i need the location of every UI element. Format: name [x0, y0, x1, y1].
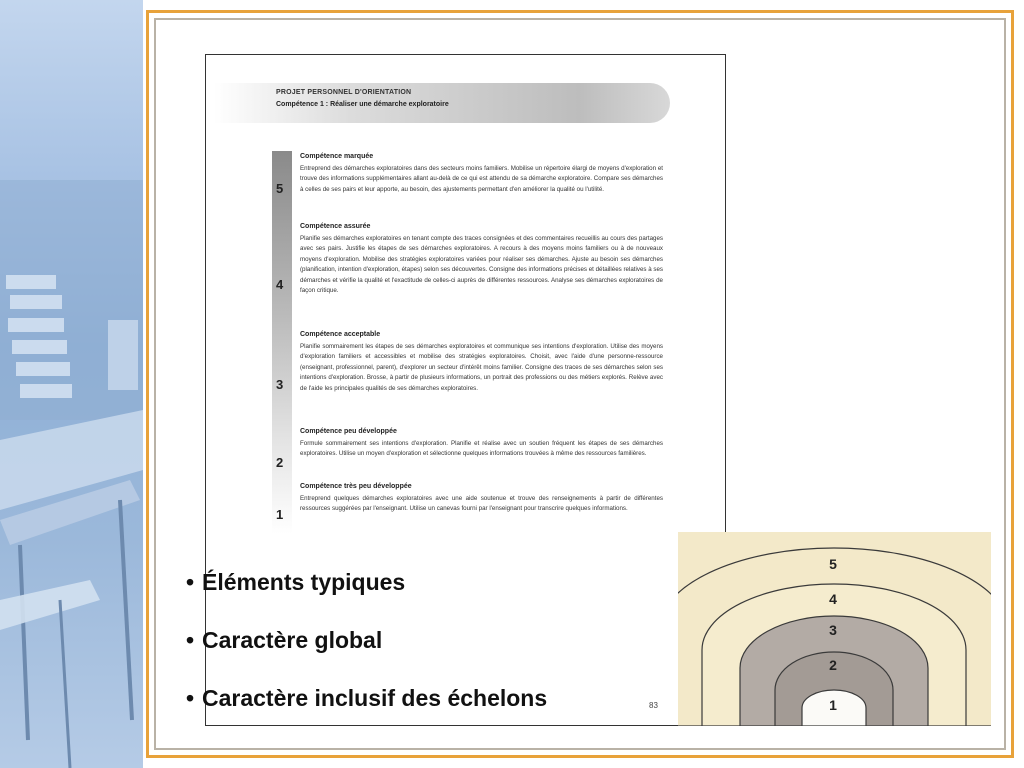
bullet-marker: • — [186, 569, 195, 595]
level-title: Compétence marquée — [300, 153, 374, 160]
ring-label: 3 — [829, 622, 837, 638]
level-number: 5 — [276, 181, 284, 196]
bullet-item — [186, 620, 656, 678]
level-number: 4 — [276, 277, 284, 292]
bullet-text: Caractère inclusif des échelons — [202, 685, 548, 711]
ring-label: 1 — [829, 697, 837, 713]
level-description: Entreprend quelques démarches exploratoires avec une aide soutenue et trouve des renseignements à partir de différentes ressources suggérées par l'enseignant. Utilise un canevas fourni par l'enseignant pour transcrire quelques informations. — [300, 495, 663, 513]
concentric-levels-diagram — [678, 532, 991, 726]
bullet-text: Éléments typiques — [202, 569, 406, 595]
ring-label: 2 — [829, 657, 837, 673]
page-number: 83 — [649, 701, 658, 710]
level-block — [300, 223, 663, 296]
level-number: 2 — [276, 455, 284, 470]
level-title: Compétence peu développée — [300, 428, 397, 435]
classroom-image — [0, 0, 143, 768]
level-description: Planifie sommairement les étapes de ses démarches exploratoires et communique ses intentions d'exploration. Utilise des moyens d'exploration familiers et accessibles et mobilise des stratégies exploratoires. Choisit, avec l'aide d'une personne-ressource (enseignant, professionnel, parent), d'explorer un secteur d'intérêt moins familier. Consigne des traces de ses démarches selon ses intentions d'exploration. Brosse, à partir de plusieurs informations, un portrait des professions ou des métiers explorés. Relève avec de l'aide les principales qualités de ses démarches exploratoires. — [300, 343, 663, 392]
level-block — [300, 483, 663, 515]
sidebar-decorative-photo — [0, 0, 143, 768]
document-header — [214, 83, 670, 123]
level-title: Compétence acceptable — [300, 331, 381, 338]
bullet-item — [186, 562, 656, 620]
level-block — [300, 428, 663, 460]
bullet-marker: • — [186, 627, 195, 653]
level-description: Planifie ses démarches exploratoires en tenant compte des traces consignées et des commentaires recueillis au cours des partages avec ses pairs. Justifie les étapes de ses démarches exploratoires. A recours à des moyens moins familiers ou à de nouveaux moyens d'exploration. Mobilise des stratégies exploratoires variées pour réaliser ses démarches. Ajuste au besoin ses démarches (planification, intention d'exploration, étapes) selon ses découvertes. Consigne des informations précises et détaillées relatives à ses démarches et vérifie la qualité et l'exactitude de celles-ci auprès de différentes ressources. Analyse ses démarches exploratoires de façon critique. — [300, 235, 664, 295]
bullet-text: Caractère global — [202, 627, 383, 653]
level-number: 1 — [276, 507, 284, 522]
level-gradient-bar — [272, 151, 292, 534]
document-header-title: PROJET PERSONNEL D'ORIENTATION — [276, 89, 412, 96]
level-title: Compétence assurée — [300, 223, 371, 230]
rings-svg — [678, 532, 991, 726]
level-description: Entreprend des démarches exploratoires dans des secteurs moins familiers. Mobilise un répertoire élargi de moyens d'exploration et trouve des informations supplémentaires allant au-delà de ce qui est attendu de sa démarche exploratoire. Compare ses démarches à celles de ses pairs et leur apporte, au besoin, des ajustements permettant d'en améliorer la qualité ou l'utilité. — [300, 165, 663, 193]
level-description: Formule sommairement ses intentions d'exploration. Planifie et réalise avec un soutien fréquent les étapes de ses démarches exploratoires. Utilise un moyen d'exploration et sélectionne quelques informations trouvées à même des ressources familières. — [300, 440, 663, 458]
level-number: 3 — [276, 377, 284, 392]
bullet-marker: • — [186, 685, 195, 711]
ring-label: 5 — [829, 556, 837, 572]
bullet-item — [186, 678, 656, 736]
bullet-list — [186, 562, 656, 736]
level-title: Compétence très peu développée — [300, 483, 412, 490]
level-block — [300, 153, 663, 195]
document-header-subtitle: Compétence 1 : Réaliser une démarche exploratoire — [276, 101, 449, 108]
ring-label: 4 — [829, 591, 837, 607]
level-block — [300, 331, 663, 394]
